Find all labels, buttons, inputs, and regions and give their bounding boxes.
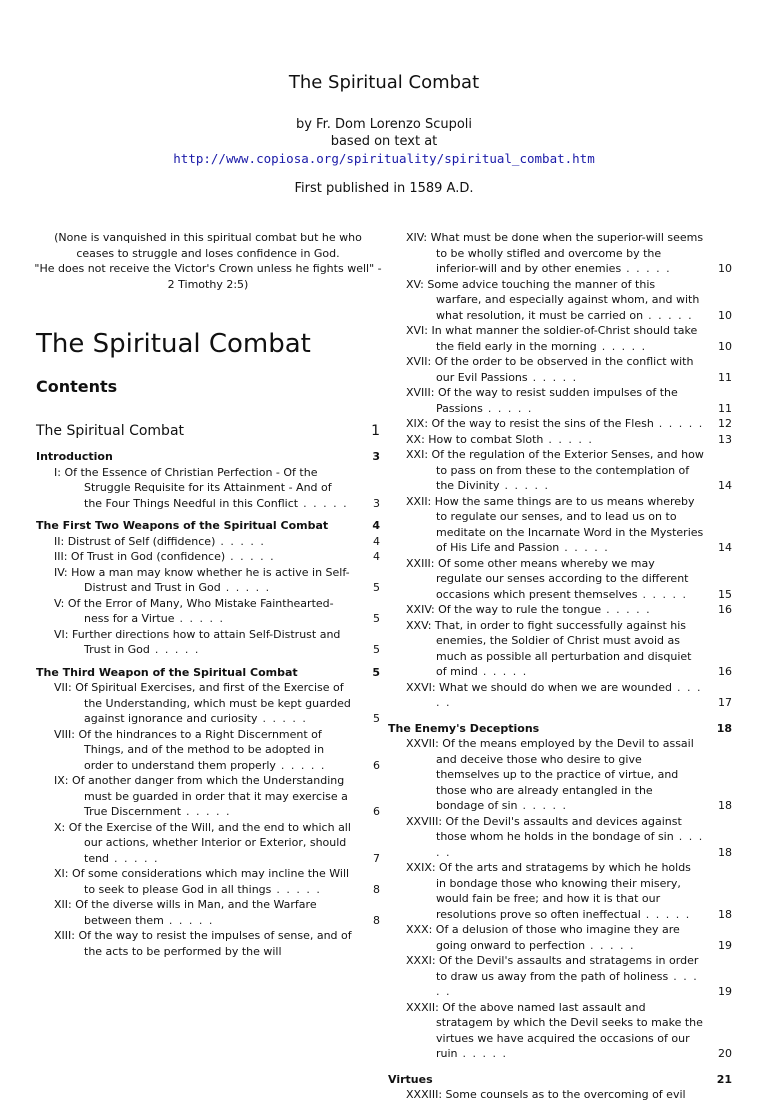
toc-entry-page: 20 xyxy=(718,1047,732,1060)
toc-entry-title: XXVIII: Of the Devil's assaults and devices against those whom he holds in the bondage of sin xyxy=(406,814,682,843)
leader-dots: . . . . . xyxy=(436,830,704,859)
toc-entry[interactable] xyxy=(36,727,380,774)
leader-dots: . . . . . xyxy=(543,432,594,446)
toc-section-title: Virtues xyxy=(388,1072,433,1086)
leader-dots: . . . . . xyxy=(109,851,160,865)
toc-entry-page: 14 xyxy=(718,541,732,554)
toc-entry-page: 6 xyxy=(373,805,380,818)
toc-entry[interactable] xyxy=(388,1087,732,1103)
toc-entry-title: XXXII: Of the above named last assault and stratagem by which the Devil seeks to make the virtues we have acquired the occasions of our ruin xyxy=(406,1000,703,1060)
toc-entry-page: 14 xyxy=(718,479,732,492)
toc-entry-page: 6 xyxy=(373,758,380,772)
toc-entry[interactable] xyxy=(388,680,732,711)
toc-entry-title: XIII: Of the way to resist the impulses of sense, and of the acts to be performed by the will xyxy=(54,929,352,958)
toc-entry-title: II: Distrust of Self (diffidence) xyxy=(54,534,216,548)
leader-dots: . . . . . xyxy=(640,907,691,921)
leader-dots: . . . . . xyxy=(653,417,704,430)
toc-section-title: The First Two Weapons of the Spiritual Combat xyxy=(36,519,329,532)
leader-dots: . . . . . xyxy=(517,799,568,812)
toc-entry-title: VII: Of Spiritual Exercises, and first of the Exercise of the Understanding, which must be kept guarded against ignorance and curiosity xyxy=(54,681,351,725)
toc-entry-page: 15 xyxy=(718,587,732,601)
toc-section-heading[interactable] xyxy=(36,518,380,534)
leader-dots: . . . . . xyxy=(436,680,702,709)
leader-dots: . . . . . xyxy=(149,643,200,656)
toc-entry-page: 8 xyxy=(373,882,380,896)
toc-entry[interactable] xyxy=(36,928,380,959)
leader-dots: . . . . . xyxy=(436,969,699,998)
leader-dots: . . . . . xyxy=(220,581,271,594)
toc-entry-page: 11 xyxy=(718,401,732,415)
toc-entry-page: 3 xyxy=(373,496,380,510)
toc-entry[interactable] xyxy=(388,618,732,680)
toc-entry-title: V: Of the Error of Many, Who Mistake Fainthearted-ness for a Virtue xyxy=(54,596,334,625)
toc-entry[interactable] xyxy=(388,432,732,448)
toc-entry[interactable] xyxy=(36,565,380,596)
toc-entry-page: 13 xyxy=(718,432,732,446)
leader-dots: . . . . . xyxy=(181,805,231,818)
toc-section-title: The Third Weapon of the Spiritual Combat xyxy=(36,665,298,679)
toc-entry-page: 19 xyxy=(718,938,732,952)
toc-entry-title: XIV: What must be done when the superior-will seems to be wholly stifled and overcome by the inferior-will and by other enemies xyxy=(406,231,704,275)
toc-entry-page: 18 xyxy=(718,845,732,859)
leader-dots: . . . . . xyxy=(163,913,214,927)
toc-entry[interactable] xyxy=(388,323,732,354)
leader-dots: . . . . . xyxy=(621,262,672,275)
epigraph-line: "He does not receive the Victor's Crown unless he fights well" - 2 Timothy 2:5) xyxy=(34,262,382,291)
toc-section xyxy=(388,721,732,1062)
toc-entry-title: XXVI: What we should do when we are wounded xyxy=(406,680,673,694)
main-title: The Spiritual Combat xyxy=(36,329,311,359)
leader-dots: . . . . . xyxy=(643,308,694,322)
toc-entry[interactable] xyxy=(388,447,732,494)
toc-entry-page: 7 xyxy=(373,851,380,865)
toc-entry-title: X: Of the Exercise of the Will, and the end to which all our actions, whether Interior or Exterior, should tend xyxy=(54,820,351,865)
toc-entry[interactable] xyxy=(388,1000,732,1062)
leader-dots: . . . . . xyxy=(499,479,550,492)
leader-dots: . . . . . xyxy=(637,587,688,601)
toc-entry[interactable] xyxy=(36,627,380,658)
toc-entry[interactable] xyxy=(388,736,732,814)
toc-entry-title: XXV: That, in order to fight successfully against his enemies, the Soldier of Christ must avoid as much as possible all perturbation and disquiet of mind xyxy=(406,618,692,678)
toc-entry-title: III: Of Trust in God (confidence) xyxy=(54,550,226,563)
author-block xyxy=(0,116,768,167)
toc-part-page: 1 xyxy=(371,423,380,439)
leader-dots: . . . . . xyxy=(482,401,533,415)
toc-section-page: 5 xyxy=(372,665,380,679)
toc-entry-title: VIII: Of the hindrances to a Right Discernment of Things, and of the method to be adopted in order to understand them properly xyxy=(54,727,325,772)
leader-dots: . . . . . xyxy=(215,534,266,548)
toc-entry-page: 19 xyxy=(718,985,732,998)
toc-entry-title: XIX: Of the way to resist the sins of the Flesh xyxy=(406,417,654,430)
toc-entry-title: IV: How a man may know whether he is active in Self-Distrust and Trust in God xyxy=(54,565,350,594)
left-column xyxy=(36,230,380,959)
toc-section-page: 21 xyxy=(716,1072,732,1086)
right-column xyxy=(388,230,732,1103)
left-toc xyxy=(36,449,380,959)
toc-entry-page: 11 xyxy=(718,370,732,384)
toc-entry[interactable] xyxy=(36,680,380,727)
toc-entry[interactable] xyxy=(36,549,380,565)
toc-entry[interactable] xyxy=(36,596,380,627)
toc-entry-title: XXI: Of the regulation of the Exterior Senses, and how to pass on from these to the contemplation of the Divinity xyxy=(406,448,704,492)
published-note: First published in 1589 A.D. xyxy=(294,181,474,196)
right-toc xyxy=(388,721,732,1103)
toc-entry-page: 10 xyxy=(718,308,732,322)
leader-dots: . . . . . xyxy=(298,496,349,510)
toc-entry-title: I: Of the Essence of Christian Perfection - Of the Struggle Requisite for its Attainment - And of the Four Things Needful in this Conflict xyxy=(54,465,332,510)
toc-entry-page: 16 xyxy=(718,603,732,616)
toc-section-heading[interactable] xyxy=(36,665,380,681)
toc-section-heading[interactable] xyxy=(36,449,380,465)
document-title: The Spiritual Combat xyxy=(288,72,480,93)
toc-part-title: The Spiritual Combat xyxy=(36,423,185,439)
toc-entry-title: IX: Of another danger from which the Understanding must be guarded in order that it may exercise a True Discernment xyxy=(54,774,348,818)
toc-entry[interactable] xyxy=(388,494,732,556)
toc-section-heading[interactable] xyxy=(388,721,732,737)
toc-entry-page: 4 xyxy=(373,534,380,548)
leader-dots: . . . . . xyxy=(596,339,647,353)
toc-entry[interactable] xyxy=(388,416,732,432)
toc-section xyxy=(36,518,380,658)
source-link[interactable]: http://www.copiosa.org/spirituality/spiritual_combat.htm xyxy=(173,151,595,166)
toc-entry[interactable] xyxy=(388,354,732,385)
toc-entry[interactable] xyxy=(388,860,732,922)
toc-entry[interactable] xyxy=(388,602,732,618)
right-toc-continued xyxy=(388,230,732,711)
toc-entry-title: XVIII: Of the way to resist sudden impulses of the Passions xyxy=(406,386,678,415)
toc-entry[interactable] xyxy=(388,953,732,1000)
toc-entry-page: 10 xyxy=(718,339,732,353)
toc-entry[interactable] xyxy=(388,230,732,277)
leader-dots: . . . . . xyxy=(225,550,276,563)
toc-entry-page: 17 xyxy=(718,696,732,709)
toc-section-page: 4 xyxy=(372,519,380,532)
toc-entry-title: XVII: Of the order to be observed in the conflict with our Evil Passions xyxy=(406,355,694,384)
toc-entry-title: XVI: In what manner the soldier-of-Christ should take the field early in the morning xyxy=(406,324,698,353)
epigraph xyxy=(34,230,382,292)
toc-entry[interactable] xyxy=(388,922,732,953)
toc-section xyxy=(36,665,380,960)
byline: by Fr. Dom Lorenzo Scupoli xyxy=(295,117,473,132)
toc-entry[interactable] xyxy=(36,534,380,550)
toc-entry-title: XXIV: Of the way to rule the tongue xyxy=(406,603,602,616)
toc-entry-title: VI: Further directions how to attain Self-Distrust and Trust in God xyxy=(54,627,341,656)
toc-part[interactable] xyxy=(36,420,380,442)
toc-entry[interactable] xyxy=(36,773,380,820)
toc-section xyxy=(388,1072,732,1103)
toc-entry-page: 18 xyxy=(718,907,732,921)
toc-entry-page: 5 xyxy=(373,581,380,594)
toc-entry-page: 10 xyxy=(718,262,732,275)
leader-dots: . . . . . xyxy=(275,758,326,772)
toc-entry-page: 5 xyxy=(373,612,380,625)
toc-entry-page: 12 xyxy=(718,417,732,430)
leader-dots: . . . . . xyxy=(601,603,652,616)
toc-entry[interactable] xyxy=(388,385,732,416)
leader-dots: . . . . . xyxy=(527,370,578,384)
toc-entry[interactable] xyxy=(388,277,732,324)
leader-dots: . . . . . xyxy=(271,882,322,896)
leader-dots: . . . . . xyxy=(174,612,225,625)
toc-entry-title: XX: How to combat Sloth xyxy=(406,432,544,446)
toc-section-page: 18 xyxy=(716,721,732,735)
toc-entry-page: 8 xyxy=(373,913,380,927)
toc-entry-title: XXXIII: Some counsels as to the overcoming of evil xyxy=(406,1088,686,1101)
toc-entry[interactable] xyxy=(388,814,732,861)
toc-section xyxy=(36,449,380,511)
toc-entry-title: XXIX: Of the arts and stratagems by which he holds in bondage those who knowing their misery, would fain be free; and how it is that our resolutions prove so often ineffectual xyxy=(406,861,691,921)
leader-dots: . . . . . xyxy=(559,541,610,554)
toc-entry-page: 18 xyxy=(718,799,732,812)
toc-entry-title: XXX: Of a delusion of those who imagine they are going onward to perfection xyxy=(406,923,680,952)
toc-entry-page: 5 xyxy=(373,643,380,656)
toc-entry-page: 5 xyxy=(373,712,380,725)
leader-dots: . . . . . xyxy=(457,1047,508,1060)
toc-entry[interactable] xyxy=(36,465,380,512)
toc-entry[interactable] xyxy=(36,866,380,897)
toc-entry-title: XXVII: Of the means employed by the Devil to assail and deceive those who desire to give themselves up to the practice of virtue, and those who are already entangled in the bondage of sin xyxy=(406,737,694,812)
leader-dots: . . . . . xyxy=(257,712,308,725)
toc-entry[interactable] xyxy=(388,556,732,603)
toc-entry[interactable] xyxy=(36,820,380,867)
contents-heading: Contents xyxy=(36,377,118,396)
toc-entry-title: XI: Of some considerations which may incline the Will to seek to please God in all things xyxy=(54,867,350,896)
toc-entry-title: XXII: How the same things are to us means whereby to regulate our senses, and to lead us on to meditate on the Incarnate Word in the Mysteries of His Life and Passion xyxy=(406,494,704,554)
epigraph-line: (None is vanquished in this spiritual combat but he who ceases to struggle and loses confidence in God. xyxy=(54,231,362,260)
toc-entry-title: XXIII: Of some other means whereby we may regulate our senses according to the different occasions which present themselves xyxy=(406,556,689,601)
toc-entry-title: XII: Of the diverse wills in Man, and the Warfare between them xyxy=(54,898,317,927)
toc-entry[interactable] xyxy=(36,897,380,928)
toc-section-page: 3 xyxy=(372,450,380,463)
toc-section-title: Introduction xyxy=(36,450,113,463)
leader-dots: . . . . . xyxy=(477,665,528,678)
toc-section-title: The Enemy's Deceptions xyxy=(388,721,540,735)
toc-entry-page: 4 xyxy=(373,550,380,563)
leader-dots: . . . . . xyxy=(585,938,636,952)
based-on: based on text at xyxy=(330,134,438,149)
toc-entry-page: 16 xyxy=(718,665,732,678)
toc-section-heading[interactable] xyxy=(388,1072,732,1088)
toc-entry-title: XXXI: Of the Devil's assaults and stratagems in order to draw us away from the path of holiness xyxy=(406,954,699,983)
toc-entry-title: XV: Some advice touching the manner of this warfare, and especially against whom, and with what resolution, it must be carried on xyxy=(406,277,700,322)
